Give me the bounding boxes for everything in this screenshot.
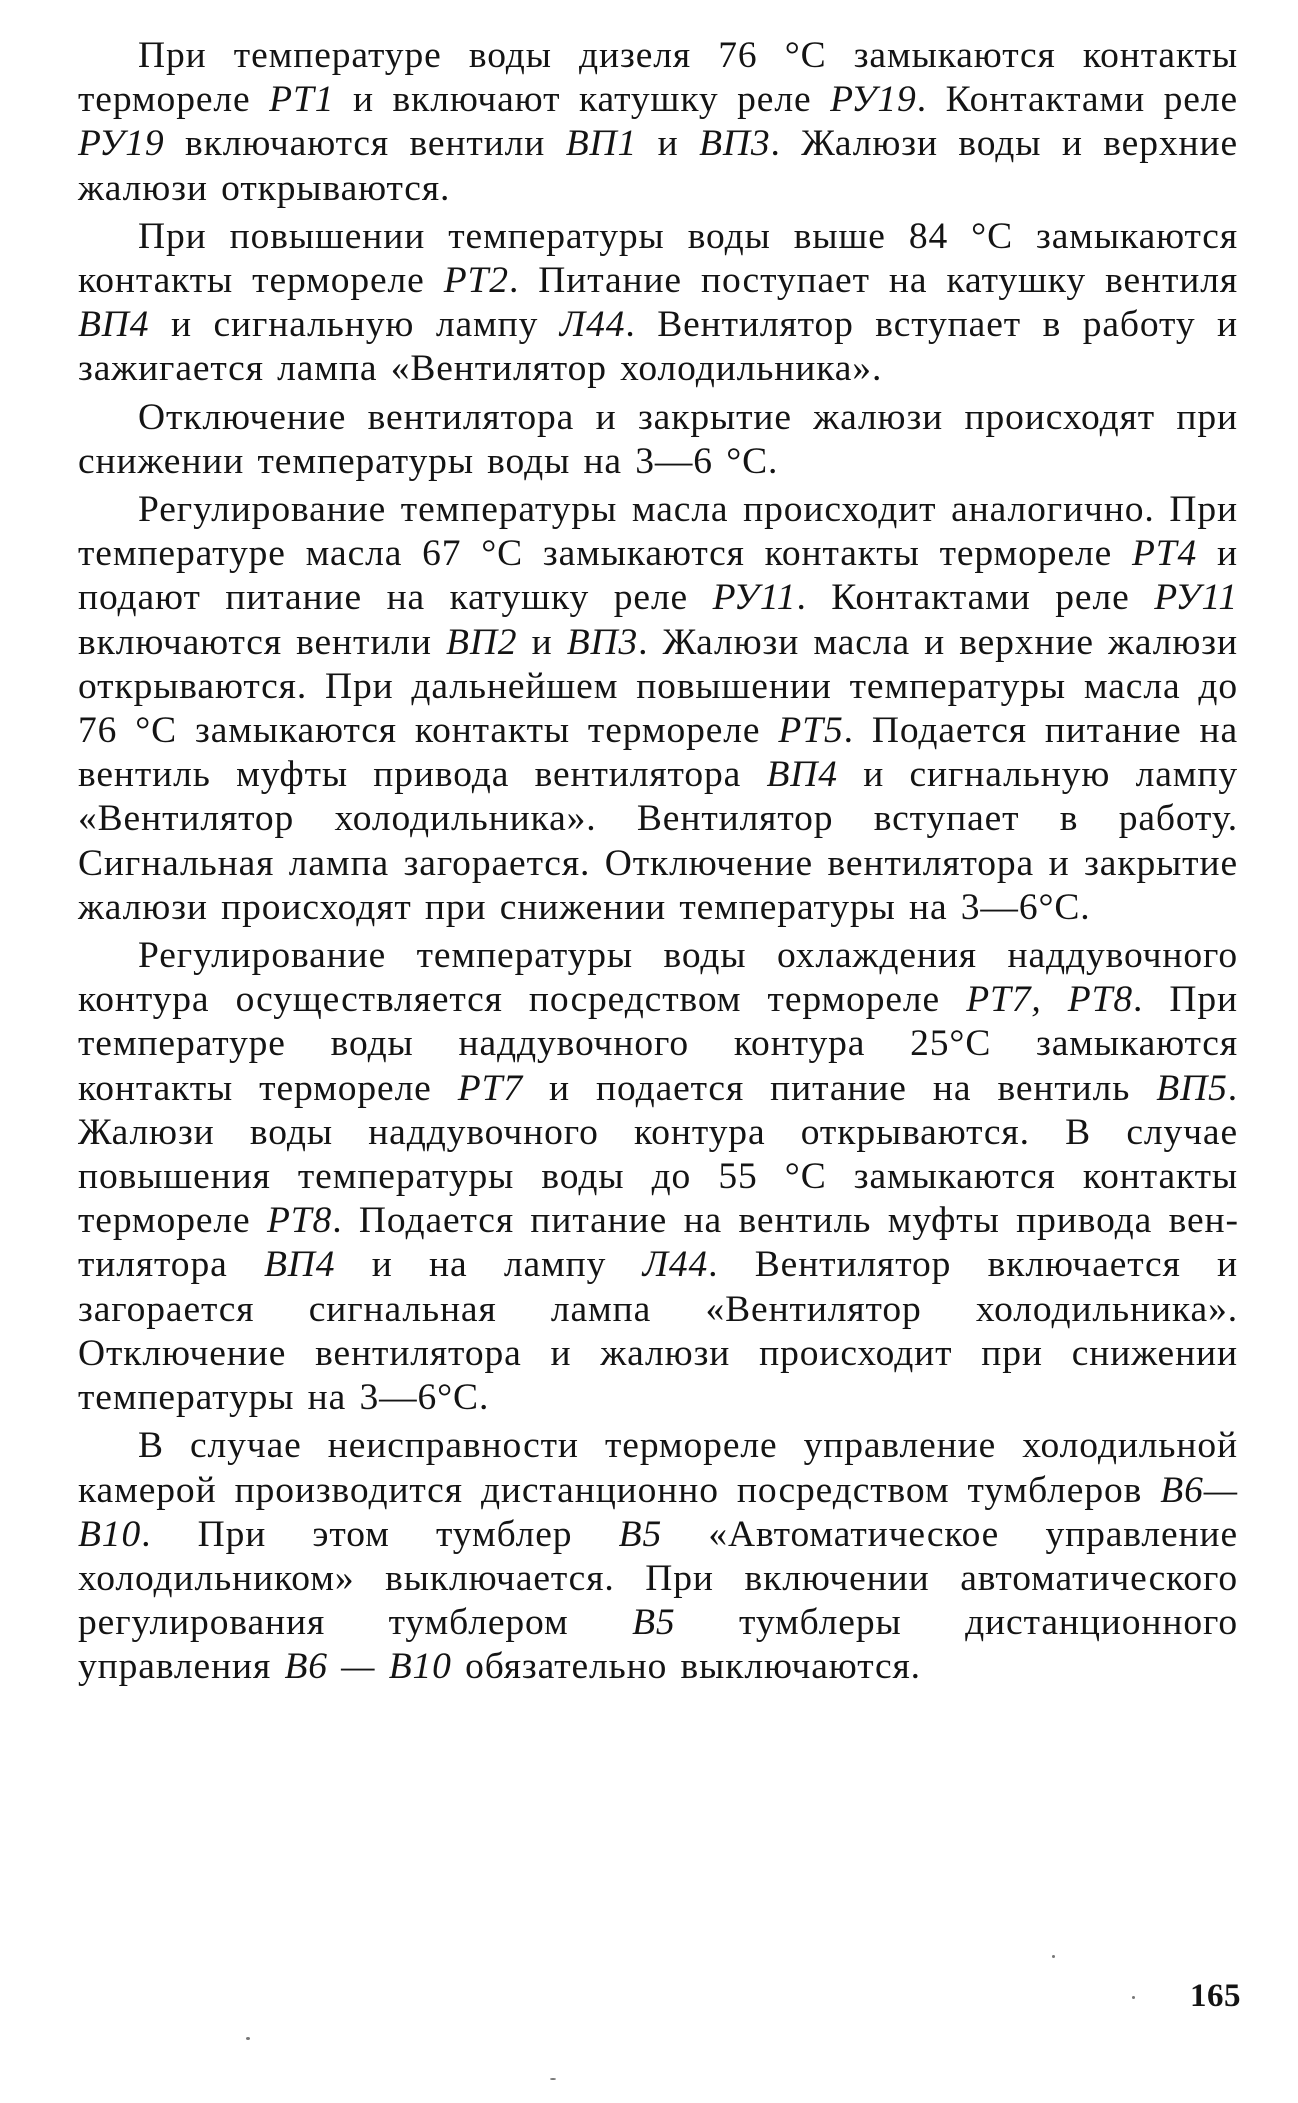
text-run: обязательно выключаются. [451, 1646, 921, 1688]
designation-text: ВП4 [263, 1244, 336, 1286]
text-run: тумблеры дистанционного управления [78, 1602, 1238, 1688]
text-run: . Жалюзи воды наддувочного контура открываются. В случае повышения температуры воды до 55 °С замыкаются контакты термореле [78, 1067, 1239, 1242]
text-run: . Подается питание на вентиль муфты привода вентилятора [78, 710, 1238, 796]
print-speck [550, 2078, 556, 2080]
designation-text: ВП4 [766, 754, 838, 796]
designation-text: ВП4 [78, 304, 150, 346]
designation-text: РТ2 [443, 260, 509, 302]
text-run: Отключение вентилятора и закрытие жалюзи происходят при снижении температуры воды на 3—6 °С. [78, 396, 1238, 482]
designation-text: В5 [632, 1602, 676, 1644]
paragraph-oil-temperature [78, 488, 1238, 930]
print-speck [1052, 1955, 1055, 1958]
paragraph-manual-control [78, 1424, 1238, 1689]
text-run: «Автоматическое управление холодильником» выключается. При включении автоматического регулирования тумблером [78, 1513, 1239, 1644]
print-speck [1132, 1996, 1135, 1999]
text-run: . Контактами реле [796, 577, 1155, 619]
designation-text: ВП3 [566, 621, 639, 663]
text-run: включаются вентили [164, 123, 566, 165]
designation-text: В6—В10 [78, 1469, 1238, 1555]
designation-text: РТ7 [457, 1067, 523, 1109]
designation-text: ВП5 [1156, 1067, 1228, 1109]
text-run: и [637, 123, 700, 165]
text-run: и включают катушку реле [334, 79, 831, 121]
designation-text: ВП2 [446, 621, 518, 663]
text-run: . Контактами реле [916, 79, 1238, 121]
text-run: . Вентилятор включается и загорается сигнальная лампа «Вентилятор холодильника». Отключение вентилятора и жалюзи происходит при снижении температуры на 3—6°С. [78, 1244, 1238, 1419]
text-run: . При этом тумблер [141, 1513, 619, 1555]
text-run: . Питание поступает на катушку вентиля [508, 260, 1238, 302]
text-run: При повышении температуры воды выше 84 °С замыкаются контакты термореле [78, 215, 1238, 302]
designation-text: РТ4 [1131, 533, 1198, 575]
text-run: Регулирование температуры масла происходит аналогично. При температуре масла 67 °С замыкаются контакты термореле [78, 489, 1238, 575]
paragraph-water-temperature-rise [78, 215, 1238, 392]
designation-text: В6 — В10 [284, 1646, 452, 1688]
designation-text: РТ8 [267, 1200, 333, 1242]
paragraph-charge-air-circuit [78, 934, 1238, 1420]
designation-text: РУ19 [830, 79, 917, 121]
text-run: и подают питание на катушку реле [78, 533, 1238, 619]
text-run: и [517, 621, 567, 663]
text-run: и подается питание на вентиль [523, 1067, 1157, 1109]
text-run: . Жалюзи масла и верхние жалюзи открываются. При дальнейшем повышении температуры масла до 76 °С замыкаются контакты термореле [78, 621, 1238, 752]
text-run: . Жалюзи воды и верхние жалюзи открываются. [78, 123, 1238, 209]
text-run: При температуре воды дизеля 76 °С замыкаются контакты термореле [78, 35, 1238, 121]
text-run: . При температуре воды наддувочного контура 25°С замыкаются контакты термореле [78, 979, 1238, 1109]
text-run: включаются вентили [78, 621, 447, 663]
designation-text: ВП1 [565, 123, 638, 165]
designation-text: Л44 [642, 1244, 709, 1286]
designation-text: РУ11 [712, 577, 797, 619]
designation-text: РТ7, РТ8 [966, 979, 1134, 1021]
text-run: и на лампу [335, 1244, 643, 1286]
paragraph-water-temperature [78, 34, 1238, 211]
designation-text: РУ11 [1154, 577, 1238, 619]
text-run: и сигнальную лампу «Вентилятор холодильника». Вентилятор вступает в работу. Сигнальная лампа загорается. Отключение вентилятора и закрытие жалюзи происходят при снижении температуры на 3—6°С. [78, 754, 1238, 928]
page-number: 165 [1190, 1978, 1241, 2014]
text-run: . Вентилятор вступает в работу и зажигается лампа «Вентилятор холодильника». [78, 304, 1238, 390]
designation-text: РУ19 [78, 123, 165, 165]
print-speck [246, 2037, 250, 2040]
designation-text: РТ1 [269, 79, 335, 121]
designation-text: В5 [618, 1513, 663, 1555]
text-run: и сигнальную лампу [149, 304, 560, 346]
text-run: . Подается питание на вентиль муфты привода вентилятора [78, 1200, 1239, 1286]
page-body [78, 34, 1238, 1694]
text-run: В случае неисправности термореле управление холодильной камерой производится дистанционно посредством тумблеров [78, 1425, 1238, 1511]
text-run: Регулирование температуры воды охлаждения наддувочного контура осуществляется посредством термореле [78, 935, 1238, 1021]
designation-text: РТ5 [778, 710, 844, 752]
designation-text: ВП3 [699, 123, 771, 165]
designation-text: Л44 [559, 304, 626, 346]
paragraph-fan-shutdown [78, 396, 1238, 484]
